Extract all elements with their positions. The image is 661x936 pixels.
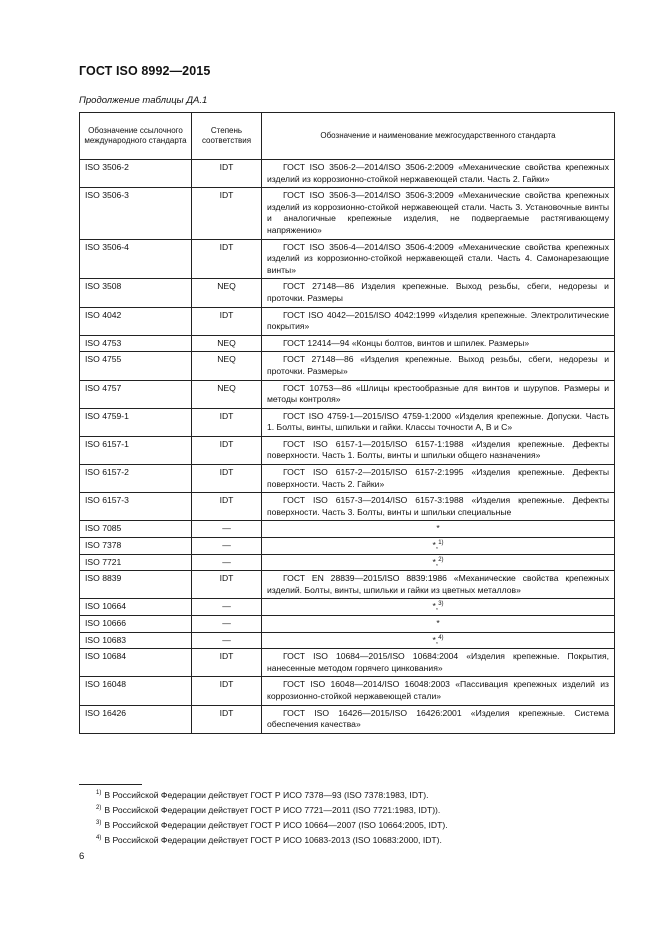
footnote-item [96,802,448,817]
table-body [80,160,615,734]
footnote-text: В Российской Федерации действует ГОСТ Р ИСО 10664—2007 (ISO 10664:2005, IDT). [104,819,448,830]
standard-text: ГОСТ 27148—86 Изделия крепежные. Выход резьбы, сбеги, недорезы и проточки. Размеры [267,281,609,303]
degree-cell: — [192,616,262,633]
standard-text: ГОСТ 10753—86 «Шлицы крестообразные для винтов и шурупов. Размеры и методы контроля» [267,382,609,405]
table-row [80,677,615,705]
interstate-standard-cell [262,352,615,380]
table-row [80,307,615,335]
reference-standard-cell: ISO 7721 [80,554,192,571]
standard-text: ГОСТ ISO 3506-4—2014/ISO 3506-4:2009 «Механические свойства крепежных изделий из коррозионно-стойкой нержавеющей стали. Часть 4. Самонарезающие винты» [267,241,609,275]
standard-text: ГОСТ 27148—86 «Изделия крепежные. Выход резьбы, сбеги, недорезы и проточки. Размеры» [267,354,609,376]
footnote-reference: 3) [438,601,444,608]
degree-cell: — [192,521,262,538]
correspondence-table [79,112,615,734]
reference-standard-cell: ISO 3506-3 [80,188,192,239]
footnote-item [96,787,448,802]
table-row [80,538,615,555]
interstate-standard-cell [262,677,615,705]
footnotes [96,787,448,847]
reference-standard-cell: ISO 3506-4 [80,239,192,279]
interstate-standard-cell [262,493,615,521]
footnote-reference: 4) [438,634,444,641]
interstate-standard-cell [262,160,615,188]
standard-text: *, [432,634,439,645]
table-row [80,188,615,239]
standard-text: ГОСТ ISO 4042—2015/ISO 4042:1999 «Изделия крепежные. Электролитические покрытия» [267,309,609,332]
table-row [80,521,615,538]
footnote-mark: 3) [96,820,102,827]
interstate-standard-cell [262,554,615,571]
interstate-standard-cell [262,279,615,307]
interstate-standard-cell [262,465,615,493]
standard-text: *, [432,556,439,567]
table-caption: Продолжение таблицы ДА.1 [79,95,208,106]
degree-cell: IDT [192,677,262,705]
reference-standard-cell: ISO 10683 [80,632,192,649]
reference-standard-cell: ISO 4759-1 [80,408,192,436]
interstate-standard-cell [262,239,615,279]
degree-cell: NEQ [192,352,262,380]
reference-standard-cell: ISO 6157-2 [80,465,192,493]
footnote-mark: 4) [96,835,102,842]
footnote-reference: 1) [438,540,444,547]
standard-text: ГОСТ ISO 4759-1—2015/ISO 4759-1:2000 «Изделия крепежные. Допуски. Часть 1. Болты, винты, шпильки и гайки. Классы точности A, B и C» [267,410,609,433]
degree-cell: IDT [192,160,262,188]
reference-standard-cell: ISO 10666 [80,616,192,633]
reference-standard-cell: ISO 7085 [80,521,192,538]
footnote-divider [79,784,142,785]
interstate-standard-cell [262,335,615,352]
interstate-standard-cell [262,599,615,616]
table-row [80,160,615,188]
interstate-standard-cell [262,632,615,649]
degree-cell: IDT [192,436,262,464]
header-degree-of-conformity: Степень соответствия [192,113,262,160]
standard-text: ГОСТ ISO 16426—2015/ISO 16426:2001 «Изделия крепежные. Система обеспечения качества» [267,707,609,730]
degree-cell: IDT [192,649,262,677]
interstate-standard-cell [262,538,615,555]
degree-cell: IDT [192,239,262,279]
interstate-standard-cell [262,571,615,599]
reference-standard-cell: ISO 8839 [80,571,192,599]
standard-text: ГОСТ ISO 6157-2—2015/ISO 6157-2:1995 «Изделия крепежные. Дефекты поверхности. Часть 2. Гайки» [267,467,609,489]
degree-cell: — [192,599,262,616]
table-row [80,632,615,649]
reference-standard-cell: ISO 16426 [80,705,192,733]
table-row [80,436,615,464]
reference-standard-cell: ISO 10664 [80,599,192,616]
degree-cell: — [192,632,262,649]
standard-text: ГОСТ ISO 3506-3—2014/ISO 3506-3:2009 «Механические свойства крепежных изделий из коррозионно-стойкой нержавеющей стали. Часть 3. Установочные винты и аналогичные крепежные изделия, не подвергаемые растягивающему напряжению» [267,190,609,235]
degree-cell: IDT [192,465,262,493]
table-row [80,649,615,677]
table-header-row [80,113,615,160]
footnote-text: В Российской Федерации действует ГОСТ Р ИСО 7378—93 (ISO 7378:1983, IDT). [104,789,429,800]
interstate-standard-cell [262,521,615,538]
header-reference-standard: Обозначение ссылочного международного стандарта [80,113,192,160]
footnote-mark: 2) [96,805,102,812]
reference-standard-cell: ISO 16048 [80,677,192,705]
reference-standard-cell: ISO 10684 [80,649,192,677]
standard-text: ГОСТ EN 28839—2015/ISO 8839:1986 «Механические свойства крепежных изделий. Болты, винты, шпильки и гайки из цветных металлов» [267,573,609,595]
table-row [80,705,615,733]
standard-text: ГОСТ ISO 10684—2015/ISO 10684:2004 «Изделия крепежные. Покрытия, нанесенные методом горячего цинкования» [267,651,609,673]
table-row [80,493,615,521]
interstate-standard-cell [262,307,615,335]
degree-cell: IDT [192,408,262,436]
table-row [80,239,615,279]
reference-standard-cell: ISO 3508 [80,279,192,307]
standard-text: * [436,523,440,534]
table-row [80,616,615,633]
interstate-standard-cell [262,380,615,408]
interstate-standard-cell [262,649,615,677]
table-row [80,571,615,599]
degree-cell: NEQ [192,279,262,307]
standard-text: ГОСТ ISO 3506-2—2014/ISO 3506-2:2009 «Механические свойства крепежных изделий из коррозионно-стойкой нержавеющей стали. Часть 2. Гайки» [267,162,609,184]
footnote-text: В Российской Федерации действует ГОСТ Р ИСО 10683-2013 (ISO 10683:2000, IDT). [104,835,442,846]
table-row [80,408,615,436]
document-title: ГОСТ ISO 8992—2015 [79,64,211,78]
table-row [80,380,615,408]
footnote-text: В Российской Федерации действует ГОСТ Р ИСО 7721—2011 (ISO 7721:1983, IDT)). [104,804,441,815]
table-row [80,465,615,493]
reference-standard-cell: ISO 4755 [80,352,192,380]
interstate-standard-cell [262,705,615,733]
degree-cell: IDT [192,188,262,239]
interstate-standard-cell [262,188,615,239]
table-row [80,352,615,380]
degree-cell: IDT [192,571,262,599]
standard-text: ГОСТ ISO 6157-3—2014/ISO 6157-3:1988 «Изделия крепежные. Дефекты поверхности. Часть 3. Болты, винты и шпильки специальные [267,495,609,517]
footnote-mark: 1) [96,790,102,796]
degree-cell: IDT [192,705,262,733]
interstate-standard-cell [262,436,615,464]
table-row [80,599,615,616]
table-row [80,279,615,307]
degree-cell: NEQ [192,335,262,352]
table-row [80,335,615,352]
reference-standard-cell: ISO 4042 [80,307,192,335]
degree-cell: — [192,554,262,571]
standard-text: ГОСТ ISO 16048—2014/ISO 16048:2003 «Пассивация крепежных изделий из коррозионно-стойкой нержавеющей стали» [267,679,609,701]
table-row [80,554,615,571]
standard-text: *, [432,601,439,612]
reference-standard-cell: ISO 6157-3 [80,493,192,521]
reference-standard-cell: ISO 3506-2 [80,160,192,188]
footnote-reference: 2) [438,556,444,563]
interstate-standard-cell [262,408,615,436]
header-interstate-standard: Обозначение и наименование межгосударственного стандарта [262,113,615,160]
standard-text: ГОСТ ISO 6157-1—2015/ISO 6157-1:1988 «Изделия крепежные. Дефекты поверхности. Часть 1. Болты, винты и шпильки общего назначения» [267,438,609,461]
footnote-item [96,832,448,847]
standard-text: *, [432,540,439,551]
reference-standard-cell: ISO 7378 [80,538,192,555]
interstate-standard-cell [262,616,615,633]
page-number: 6 [79,851,85,862]
reference-standard-cell: ISO 4757 [80,380,192,408]
degree-cell: IDT [192,307,262,335]
degree-cell: NEQ [192,380,262,408]
reference-standard-cell: ISO 4753 [80,335,192,352]
standard-text: * [436,618,440,628]
footnote-item [96,817,448,832]
degree-cell: — [192,538,262,555]
standard-text: ГОСТ 12414—94 «Концы болтов, винтов и шпилек. Размеры» [283,337,530,348]
degree-cell: IDT [192,493,262,521]
reference-standard-cell: ISO 6157-1 [80,436,192,464]
